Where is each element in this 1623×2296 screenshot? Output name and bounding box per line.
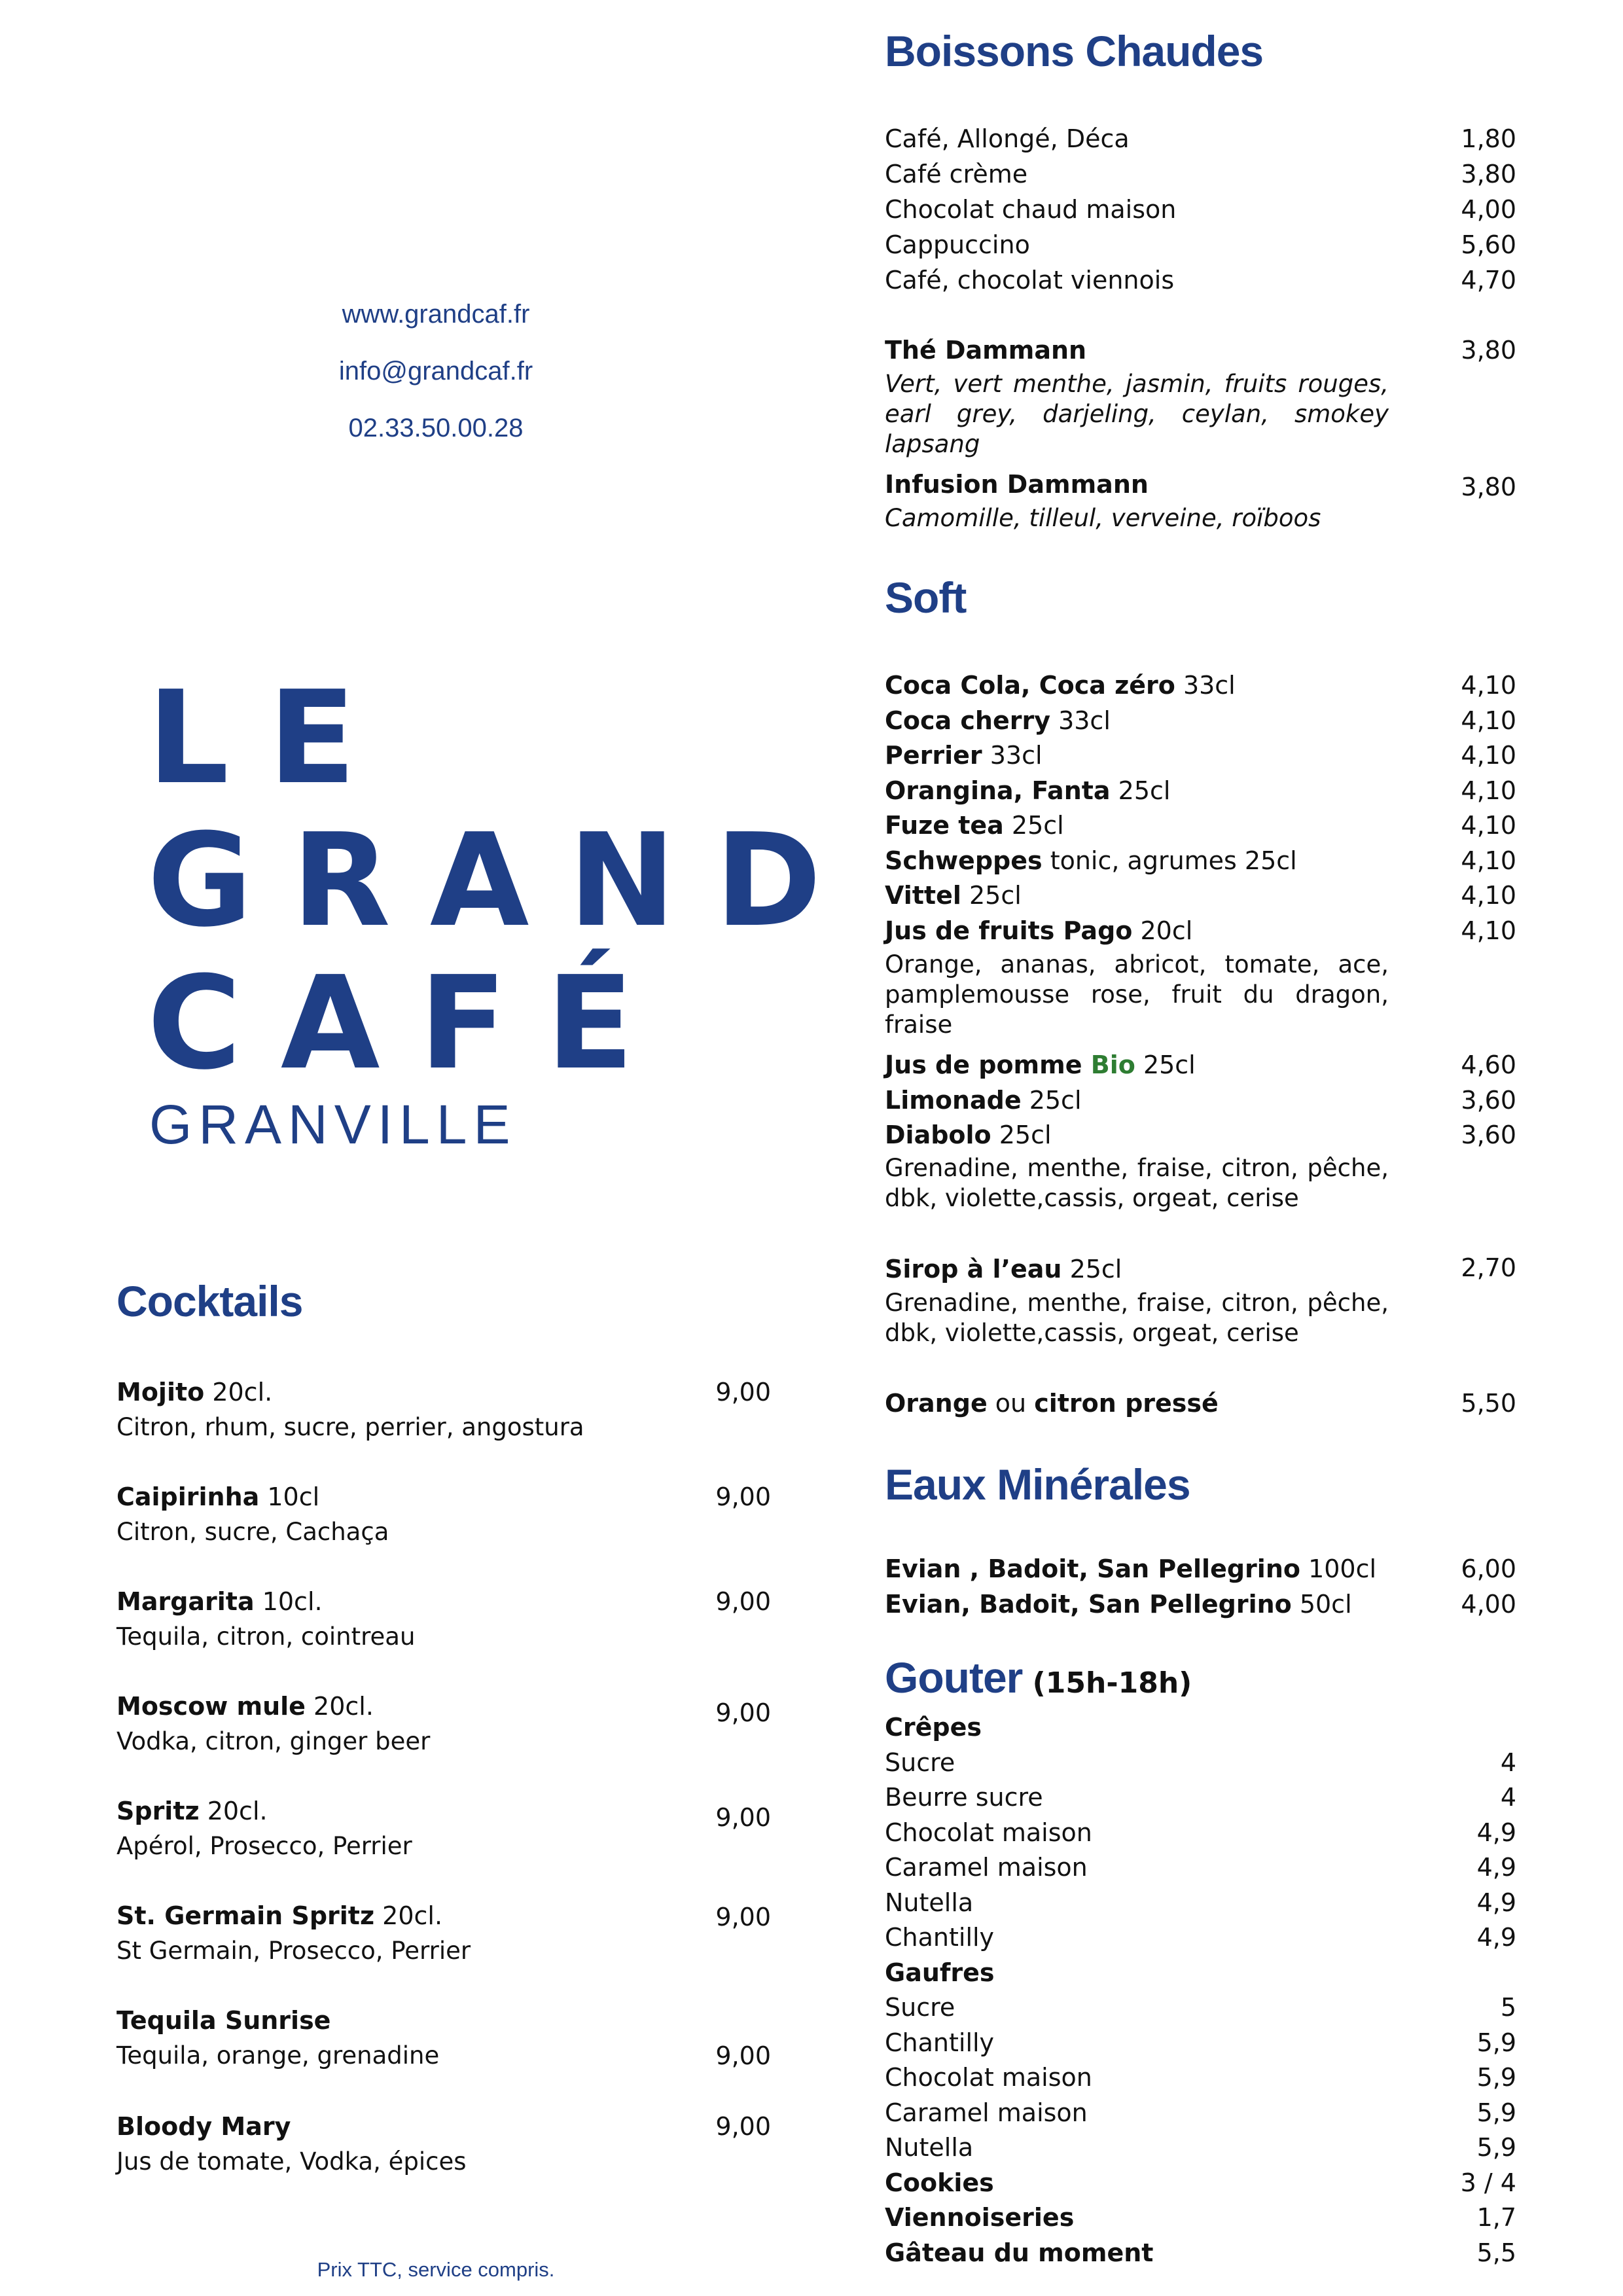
section-title-boissons-chaudes: Boissons Chaudes bbox=[885, 27, 1264, 75]
list-item bbox=[885, 332, 1516, 368]
item-name: Nutella bbox=[885, 1888, 974, 1917]
item-size: 33cl bbox=[982, 741, 1043, 770]
item-price: 5 bbox=[1500, 1993, 1516, 2022]
item-name: Nutella bbox=[885, 2133, 974, 2162]
item-name: Caramel maison bbox=[885, 2098, 1088, 2127]
item-price: 4 bbox=[1500, 1748, 1516, 1777]
list-item bbox=[116, 1479, 771, 1515]
item-name: Orange bbox=[885, 1389, 988, 1418]
item-name: Sirop à l’eau bbox=[885, 1255, 1062, 1283]
gouter-hours: (15h-18h) bbox=[1022, 1666, 1192, 1700]
item-price: 3,80 bbox=[1461, 473, 1516, 501]
list-item bbox=[885, 738, 1516, 773]
section-title-gouter: Gouter bbox=[885, 1653, 1023, 1702]
item-price: 9,00 bbox=[715, 1378, 771, 1407]
item-name: Cappuccino bbox=[885, 230, 1030, 259]
item-name: Caipirinha bbox=[116, 1482, 260, 1511]
list-item bbox=[885, 2200, 1516, 2235]
item-name: Thé Dammann bbox=[885, 336, 1087, 365]
item-name: Spritz bbox=[116, 1797, 200, 1825]
item-description: Orange, ananas, abricot, tomate, ace, pamplemousse rose, fruit du dragon, fraise bbox=[885, 950, 1389, 1039]
list-item bbox=[885, 262, 1516, 298]
item-name: Sucre bbox=[885, 1993, 955, 2022]
list-item bbox=[885, 773, 1516, 808]
item-description: Vert, vert menthe, jasmin, fruits rouges, earl grey, darjeling, ceylan, smokey lapsang bbox=[885, 370, 1389, 458]
item-name: Chocolat maison bbox=[885, 2063, 1092, 2092]
item-name: Diabolo bbox=[885, 1121, 991, 1149]
item-size: 33cl bbox=[1050, 706, 1111, 735]
item-size: 10cl. bbox=[254, 1587, 323, 1616]
phone[interactable]: 02.33.50.00.28 bbox=[348, 414, 524, 442]
item-price: 9,00 bbox=[715, 1903, 771, 1931]
crepes-label: Crêpes bbox=[885, 1713, 982, 1742]
item-size: 20cl. bbox=[305, 1692, 374, 1721]
item-price: 4,9 bbox=[1476, 1888, 1516, 1917]
subsection-label bbox=[885, 1955, 1516, 1990]
item-price: 4,9 bbox=[1476, 1923, 1516, 1952]
item-size: 25cl bbox=[1061, 1255, 1122, 1283]
item-name: Café, Allongé, Déca bbox=[885, 124, 1130, 153]
item-name: Vittel bbox=[885, 881, 961, 910]
list-item bbox=[885, 1551, 1516, 1587]
list-item bbox=[885, 878, 1516, 913]
item-description: St Germain, Prosecco, Perrier bbox=[116, 1937, 471, 1965]
item-price: 5,9 bbox=[1476, 2063, 1516, 2092]
list-item bbox=[116, 1584, 771, 1619]
item-name: Chantilly bbox=[885, 2028, 995, 2057]
list-item bbox=[885, 1117, 1516, 1153]
list-item bbox=[116, 2003, 771, 2038]
item-price: 5,9 bbox=[1476, 2098, 1516, 2127]
bio-label: Bio bbox=[1090, 1050, 1135, 1079]
item-price: 9,00 bbox=[715, 1698, 771, 1727]
item-name: Jus de fruits Pago bbox=[885, 916, 1133, 945]
item-size: 25cl bbox=[1135, 1050, 1196, 1079]
item-name: Bloody Mary bbox=[116, 2112, 291, 2141]
list-item bbox=[885, 1587, 1516, 1622]
item-price: 4,10 bbox=[1461, 846, 1516, 875]
item-description: Camomille, tilleul, verveine, roïboos bbox=[885, 504, 1321, 532]
gaufres-label: Gaufres bbox=[885, 1958, 995, 1987]
list-item bbox=[885, 1990, 1516, 2025]
item-name: Chantilly bbox=[885, 1923, 995, 1952]
section-title-soft: Soft bbox=[885, 573, 967, 622]
item-name: Chocolat maison bbox=[885, 1818, 1092, 1847]
list-item bbox=[885, 1386, 1516, 1421]
list-item bbox=[885, 1083, 1516, 1118]
item-price: 9,00 bbox=[715, 1587, 771, 1616]
item-name: Jus de pomme bbox=[885, 1050, 1091, 1079]
list-item bbox=[885, 227, 1516, 262]
item-name: St. Germain Spritz bbox=[116, 1901, 375, 1930]
email[interactable]: info@grandcaf.fr bbox=[338, 357, 533, 386]
list-item bbox=[885, 703, 1516, 738]
item-size: 25cl bbox=[991, 1121, 1052, 1149]
item-price: 9,00 bbox=[715, 1482, 771, 1511]
list-item bbox=[885, 121, 1516, 156]
item-price: 4,60 bbox=[1461, 1050, 1516, 1079]
item-name: Cookies bbox=[885, 2168, 994, 2197]
item-description: Grenadine, menthe, fraise, citron, pêche, dbk, violette,cassis, orgeat, cerise bbox=[885, 1154, 1389, 1212]
item-price: 3,60 bbox=[1461, 1086, 1516, 1115]
item-size: tonic, agrumes 25cl bbox=[1042, 846, 1297, 875]
list-item bbox=[116, 1898, 771, 1933]
item-price: 2,70 bbox=[1461, 1253, 1516, 1282]
item-name: Limonade bbox=[885, 1086, 1022, 1115]
item-name: Tequila Sunrise bbox=[116, 2006, 331, 2035]
item-price: 1,80 bbox=[1461, 124, 1516, 153]
item-size: 20cl bbox=[1132, 916, 1193, 945]
list-item bbox=[885, 668, 1516, 703]
item-price: 5,50 bbox=[1461, 1389, 1516, 1418]
item-name: Mojito bbox=[116, 1378, 205, 1407]
list-item bbox=[885, 2095, 1516, 2130]
item-name: Beurre sucre bbox=[885, 1783, 1043, 1812]
item-name: Café crème bbox=[885, 160, 1028, 188]
item-name: Margarita bbox=[116, 1587, 255, 1616]
list-item bbox=[885, 843, 1516, 878]
item-name: Orangina, Fanta bbox=[885, 776, 1111, 805]
list-item bbox=[116, 1374, 771, 1410]
item-price: 5,60 bbox=[1461, 230, 1516, 259]
item-price: 9,00 bbox=[715, 2112, 771, 2141]
item-name: Viennoiseries bbox=[885, 2203, 1075, 2232]
list-item bbox=[885, 1920, 1516, 1955]
list-item bbox=[885, 1251, 1516, 1287]
item-price: 4,10 bbox=[1461, 706, 1516, 735]
logo-line-le: LE bbox=[147, 664, 395, 813]
logo-city: GRANVILLE bbox=[149, 1094, 517, 1155]
list-item bbox=[885, 1047, 1516, 1083]
list-item bbox=[885, 1745, 1516, 1780]
item-description: Apérol, Prosecco, Perrier bbox=[116, 1832, 412, 1860]
item-size: 25cl bbox=[1110, 776, 1171, 805]
item-name: Coca cherry bbox=[885, 706, 1050, 735]
item-price: 4 bbox=[1500, 1783, 1516, 1812]
list-item bbox=[885, 1885, 1516, 1920]
item-price: 4,10 bbox=[1461, 776, 1516, 805]
item-price: 4,9 bbox=[1476, 1818, 1516, 1847]
item-description: Tequila, orange, grenadine bbox=[116, 2041, 440, 2070]
item-price: 3,80 bbox=[1461, 336, 1516, 365]
item-connector: ou bbox=[987, 1389, 1035, 1418]
item-size: 100cl bbox=[1300, 1554, 1377, 1583]
item-name: Caramel maison bbox=[885, 1853, 1088, 1882]
item-description: Tequila, citron, cointreau bbox=[116, 1623, 416, 1651]
section-title-cocktails: Cocktails bbox=[116, 1277, 303, 1325]
item-description: Citron, rhum, sucre, perrier, angostura bbox=[116, 1413, 584, 1441]
subsection-label bbox=[885, 1710, 1516, 1745]
item-name: Gâteau du moment bbox=[885, 2238, 1154, 2267]
gouter-heading bbox=[885, 1653, 1192, 1702]
item-price: 4,10 bbox=[1461, 741, 1516, 770]
item-size: 25cl bbox=[961, 881, 1022, 910]
item-price: 4,10 bbox=[1461, 881, 1516, 910]
footer-note: Prix TTC, service compris. bbox=[317, 2258, 555, 2281]
item-size: 33cl bbox=[1175, 671, 1236, 700]
item-size: 20cl. bbox=[374, 1901, 443, 1930]
list-item bbox=[885, 2025, 1516, 2060]
item-name: Fuze tea bbox=[885, 811, 1004, 840]
item-price: 4,70 bbox=[1461, 266, 1516, 295]
item-price: 5,5 bbox=[1476, 2238, 1516, 2267]
section-title-eaux-minerales: Eaux Minérales bbox=[885, 1460, 1190, 1509]
item-price: 4,9 bbox=[1476, 1853, 1516, 1882]
item-price: 6,00 bbox=[1461, 1554, 1516, 1583]
item-name: Evian, Badoit, San Pellegrino bbox=[885, 1590, 1292, 1619]
item-name: Perrier bbox=[885, 741, 982, 770]
list-item bbox=[885, 808, 1516, 843]
item-description: Jus de tomate, Vodka, épices bbox=[116, 2147, 467, 2176]
list-item bbox=[116, 1793, 771, 1832]
item-price: 4,10 bbox=[1461, 671, 1516, 700]
item-size: 10cl bbox=[259, 1482, 320, 1511]
list-item bbox=[885, 192, 1516, 227]
item-price: 9,00 bbox=[715, 2041, 771, 2070]
item-size: 20cl. bbox=[199, 1797, 268, 1825]
item-name: Coca Cola, Coca zéro bbox=[885, 671, 1175, 700]
list-item bbox=[116, 2109, 771, 2144]
item-name: Infusion Dammann bbox=[885, 470, 1149, 499]
website[interactable]: www.grandcaf.fr bbox=[342, 300, 530, 329]
item-price: 4,10 bbox=[1461, 811, 1516, 840]
item-price: 1,7 bbox=[1476, 2203, 1516, 2232]
item-description: Vodka, citron, ginger beer bbox=[116, 1727, 431, 1755]
item-price: 3,80 bbox=[1461, 160, 1516, 188]
logo-line-cafe: CAFÉ bbox=[147, 949, 673, 1098]
list-item bbox=[116, 1689, 771, 1727]
item-price: 9,00 bbox=[715, 1803, 771, 1832]
logo-line-grand: GRAND bbox=[147, 806, 861, 956]
item-price: 3,60 bbox=[1461, 1121, 1516, 1149]
list-item bbox=[885, 1780, 1516, 1815]
list-item bbox=[885, 2130, 1516, 2165]
list-item bbox=[885, 2165, 1516, 2200]
item-name: Sucre bbox=[885, 1748, 955, 1777]
item-name: Café, chocolat viennois bbox=[885, 266, 1175, 295]
list-item bbox=[885, 2235, 1516, 2270]
list-item bbox=[885, 2060, 1516, 2095]
item-name: Chocolat chaud maison bbox=[885, 195, 1177, 224]
item-name: Moscow mule bbox=[116, 1692, 306, 1721]
list-item bbox=[885, 1815, 1516, 1850]
item-price: 5,9 bbox=[1476, 2028, 1516, 2057]
item-price: 5,9 bbox=[1476, 2133, 1516, 2162]
item-name: citron pressé bbox=[1034, 1389, 1219, 1418]
list-item bbox=[885, 1850, 1516, 1885]
item-price: 3 / 4 bbox=[1460, 2168, 1516, 2197]
list-item bbox=[885, 156, 1516, 192]
item-size: 20cl. bbox=[204, 1378, 273, 1407]
item-name: Evian , Badoit, San Pellegrino bbox=[885, 1554, 1300, 1583]
item-name: Schweppes bbox=[885, 846, 1043, 875]
item-price: 4,00 bbox=[1461, 1590, 1516, 1619]
list-item bbox=[116, 2038, 771, 2073]
item-description: Citron, sucre, Cachaça bbox=[116, 1518, 389, 1546]
item-size: 50cl bbox=[1291, 1590, 1352, 1619]
item-price: 4,00 bbox=[1461, 195, 1516, 224]
item-size: 25cl bbox=[1003, 811, 1064, 840]
list-item bbox=[885, 467, 1516, 502]
item-price: 4,10 bbox=[1461, 916, 1516, 945]
item-size: 25cl bbox=[1021, 1086, 1082, 1115]
item-description: Grenadine, menthe, fraise, citron, pêche, dbk, violette,cassis, orgeat, cerise bbox=[885, 1289, 1389, 1347]
list-item bbox=[885, 913, 1516, 948]
